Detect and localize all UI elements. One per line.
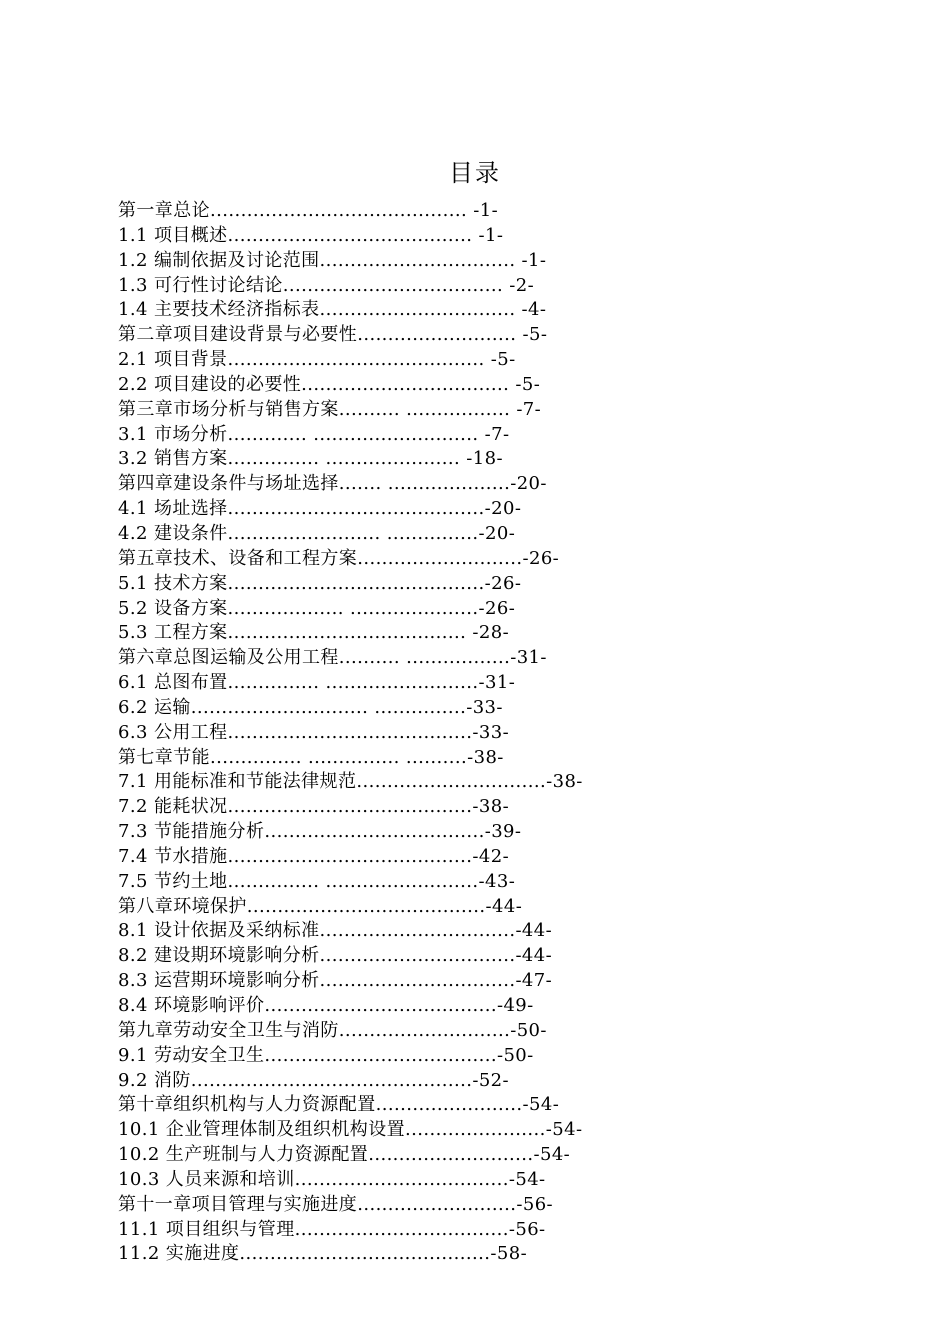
toc-entry[interactable]: 2.2 项目建设的必要性.................................. -5-: [118, 373, 541, 395]
toc-entry[interactable]: 第五章技术、设备和工程方案...........................-26-: [118, 547, 560, 569]
toc-entry[interactable]: 第十章组织机构与人力资源配置........................-54-: [118, 1094, 560, 1116]
toc-entry[interactable]: 8.2 建设期环境影响分析................................-44-: [118, 945, 553, 967]
toc-entry[interactable]: 3.1 市场分析............. ........................... -7-: [118, 423, 510, 445]
toc-entry[interactable]: 9.1 劳动安全卫生......................................-50-: [118, 1044, 534, 1066]
toc-entry[interactable]: 9.2 消防..............................................-52-: [118, 1069, 510, 1091]
page-title: 目录: [449, 159, 501, 187]
toc-entry[interactable]: 7.2 能耗状况........................................-38-: [118, 796, 510, 818]
toc-entry[interactable]: 7.1 用能标准和节能法律规范...............................-38-: [118, 771, 583, 793]
toc-entry[interactable]: 10.3 人员来源和培训...................................-54-: [118, 1168, 546, 1190]
toc-entry[interactable]: 第八章环境保护.......................................-44-: [118, 895, 523, 917]
toc-entry[interactable]: 10.2 生产班制与人力资源配置...........................-54-: [118, 1144, 571, 1166]
toc-entry[interactable]: 1.2 编制依据及讨论范围................................ -1-: [118, 249, 547, 271]
toc-entry[interactable]: 第九章劳动安全卫生与消防............................-50-: [118, 1019, 547, 1041]
toc-entry[interactable]: 7.5 节约土地............... .........................-43-: [118, 870, 516, 892]
toc-entry[interactable]: 第十一章项目管理与实施进度..........................-56-: [118, 1193, 554, 1215]
toc-entry[interactable]: 11.2 实施进度.........................................-58-: [118, 1243, 528, 1265]
toc-entry[interactable]: 6.2 运输............................. ...............-33-: [118, 696, 503, 718]
toc-entry[interactable]: 2.1 项目背景.......................................... -5-: [118, 349, 516, 371]
toc-entry[interactable]: 1.1 项目概述........................................ -1-: [118, 224, 504, 246]
toc-entry[interactable]: 1.3 可行性讨论结论.................................... -2-: [118, 274, 535, 296]
toc-entry[interactable]: 第三章市场分析与销售方案.......... ................. -7-: [118, 398, 542, 420]
toc-entry[interactable]: 11.1 项目组织与管理...................................-56-: [118, 1218, 546, 1240]
table-of-contents: [118, 199, 818, 1267]
toc-entry[interactable]: 8.1 设计依据及采纳标准................................-44-: [118, 920, 553, 942]
toc-entry[interactable]: 7.4 节水措施........................................-42-: [118, 845, 510, 867]
toc-entry[interactable]: 8.4 环境影响评价......................................-49-: [118, 995, 534, 1016]
toc-entry[interactable]: 6.1 总图布置............... .........................-31-: [118, 672, 516, 694]
toc-entry[interactable]: 7.3 节能措施分析....................................-39-: [118, 821, 522, 843]
toc-entry[interactable]: 4.2 建设条件......................... ...............-20-: [118, 522, 516, 544]
toc-entry[interactable]: 5.3 工程方案....................................... -28-: [118, 622, 510, 644]
toc-entry[interactable]: 10.1 企业管理体制及组织机构设置.......................-54-: [118, 1119, 583, 1141]
toc-entry[interactable]: 第二章项目建设背景与必要性.......................... -5-: [118, 324, 548, 346]
toc-entry[interactable]: 8.3 运营期环境影响分析................................-47-: [118, 970, 553, 992]
toc-entry[interactable]: 1.4 主要技术经济指标表................................ -4-: [118, 299, 547, 321]
toc-entry[interactable]: 5.1 技术方案..........................................-26-: [118, 572, 522, 594]
toc-entry[interactable]: 第六章总图运输及公用工程.......... .................-31-: [118, 647, 547, 669]
toc-entry[interactable]: 6.3 公用工程........................................-33-: [118, 721, 510, 743]
toc-entry[interactable]: 3.2 销售方案............... ...................... -18-: [118, 448, 503, 470]
toc-entry[interactable]: 第四章建设条件与场址选择....... ....................-20-: [118, 473, 547, 495]
toc-entry[interactable]: 4.1 场址选择..........................................-20-: [118, 498, 522, 520]
toc-entry[interactable]: 5.2 设备方案................... .....................-26-: [118, 597, 516, 619]
toc-entry[interactable]: 第一章总论.......................................... -1-: [118, 200, 499, 221]
toc-entry[interactable]: 第七章节能............... ............... ..........-38-: [118, 746, 504, 768]
